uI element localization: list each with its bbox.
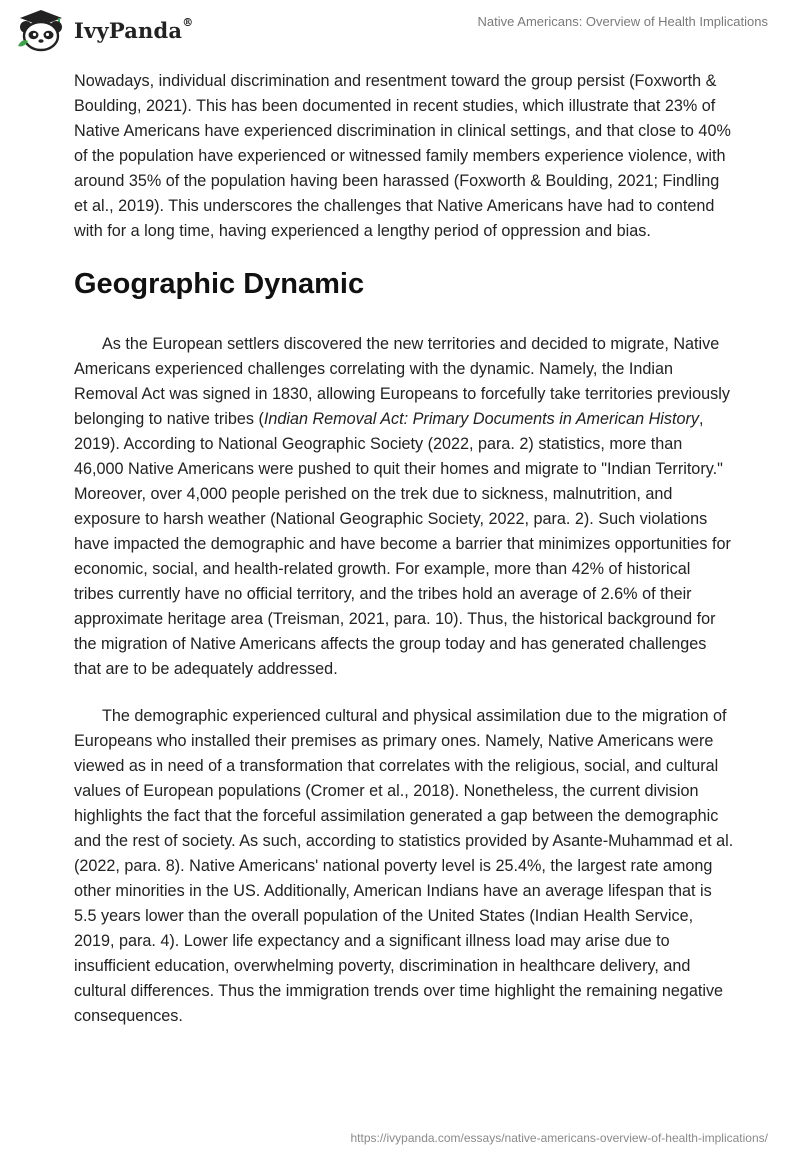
paragraph-removal-act bbox=[74, 332, 734, 682]
paragraph-discrimination: Nowadays, individual discrimination and resentment toward the group persist (Foxworth & Boulding, 2021). This has been documented in recent studies, which illustrate that 23% of Native Americans have experienced discrimination in clinical settings, and that close to 40% of the population have experienced or witnessed family members experience violence, with around 35% of the population having been harassed (Foxworth & Boulding, 2021; Findling et al., 2019). This underscores the challenges that Native Americans have had to contend with for a long time, having experienced a lengthy period of oppression and bias. bbox=[74, 72, 731, 240]
source-url[interactable]: https://ivypanda.com/essays/native-americans-overview-of-health-implications/ bbox=[350, 1131, 768, 1145]
registered-mark: ® bbox=[182, 15, 194, 29]
paragraph-removal-act-part1: As the European settlers discovered the new territories and decided to migrate, Native Americans experienced challenges correlating with the dynamic. Namely, the Indian Removal Act was signed in 1830, allowing Europeans to forcefully take territories previously belonging to native tribes ( bbox=[74, 335, 730, 428]
paragraph-assimilation: The demographic experienced cultural and physical assimilation due to the migration of Europeans who installed their premises as primary ones. Namely, Native Americans were viewed as in need of a transformation that correlates with the religious, social, and cultural values of European populations (Cromer et al., 2018). Nonetheless, the current division highlights the fact that the forceful assimilation generated a gap between the demographic and the rest of society. As such, according to statistics provided by Asante-Muhammad et al. (2022, para. 8). Native Americans' national poverty level is 25.4%, the largest rate among other minorities in the US. Additionally, American Indians have an average lifespan that is 5.5 years lower than the overall population of the United States (Indian Health Service, 2019, para. 4). Lower life expectancy and a significant illness load may arise due to insufficient education, overwhelming poverty, discrimination in healthcare delivery, and cultural differences. Thus the immigration trends over time highlight the remaining negative consequences. bbox=[74, 707, 734, 1025]
cited-title: Indian Removal Act: Primary Documents in American History bbox=[263, 410, 699, 428]
paragraph-removal-act-part2: , 2019). According to National Geographic Society (2022, para. 2) statistics, more than 46,000 Native Americans were pushed to quit their homes and migrate to "Indian Territory." Moreover, over 4,000 people perished on the trek due to sickness, malnutrition, and exposure to harsh weather (National Geographic Society, 2022, para. 2). Such violations have impacted the demographic and have become a barrier that minimizes opportunities for economic, social, and health-related growth. For example, more than 42% of historical tribes currently have no official territory, and the tribes hold an average of 2.6% of their approximate heritage area (Treisman, 2021, para. 10). Thus, the historical background for the migration of Native Americans affects the group today and has generated challenges that are to be adequately addressed. bbox=[74, 410, 731, 678]
page-header bbox=[0, 0, 800, 64]
ivypanda-logo[interactable] bbox=[14, 8, 193, 52]
panda-graduate-icon bbox=[14, 8, 68, 52]
logo-wordmark: IvyPanda® bbox=[74, 15, 194, 43]
running-title: Native Americans: Overview of Health Implications bbox=[477, 14, 768, 29]
section-heading: Geographic Dynamic bbox=[74, 268, 365, 300]
essay-body bbox=[74, 69, 734, 1051]
